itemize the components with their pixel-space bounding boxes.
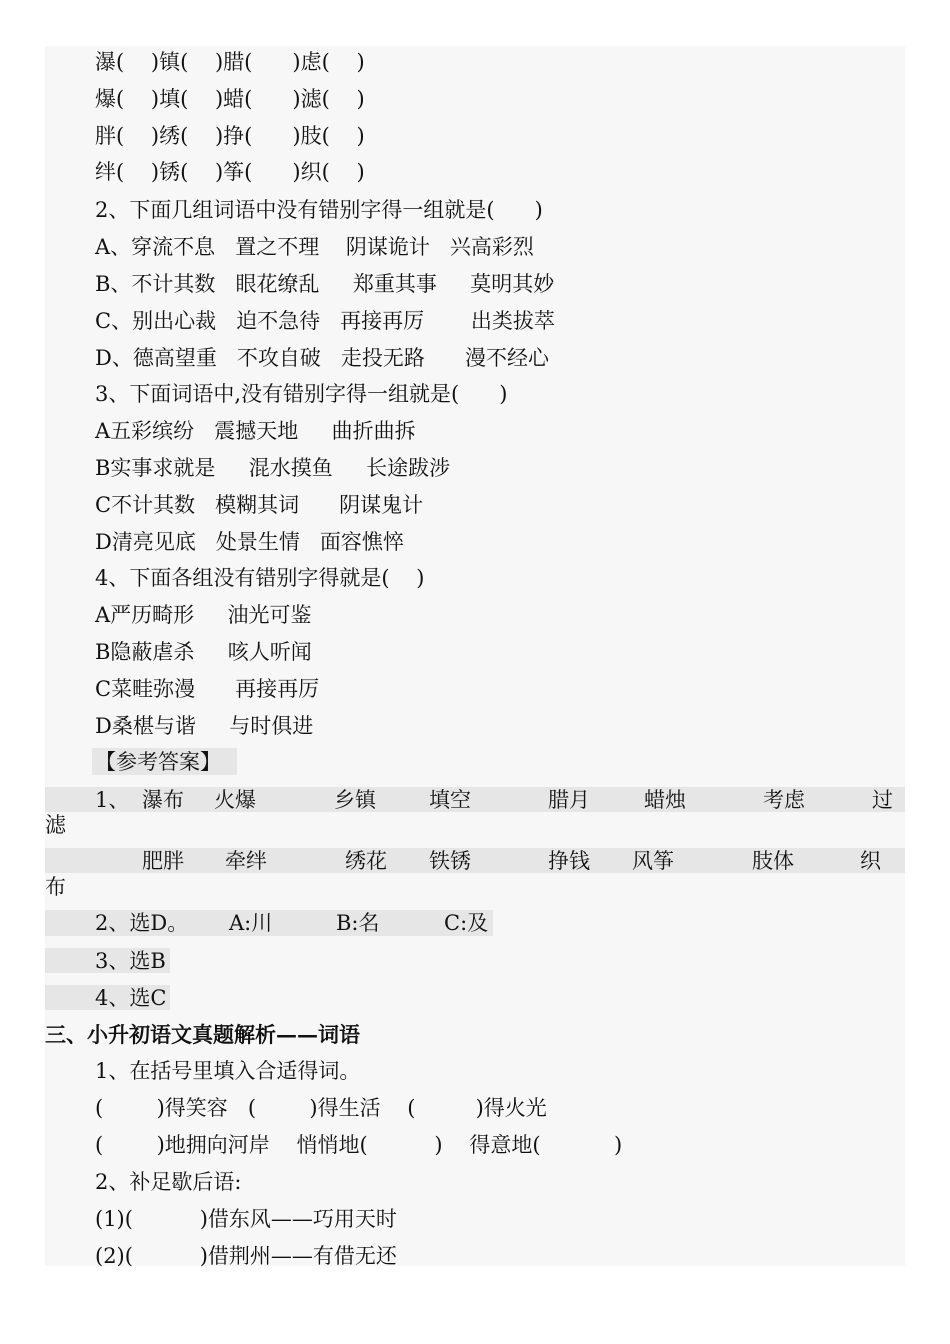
answer-word: 绣花 xyxy=(345,849,387,873)
option-a: A、穿流不息 置之不理 阴谋诡计 兴高彩烈 xyxy=(95,235,534,259)
answer-title: 【参考答案】 xyxy=(95,750,221,774)
answer-word: 填空 xyxy=(429,788,471,812)
answer-word: 挣钱 xyxy=(548,849,590,873)
question-2: 2、下面几组词语中没有错别字得一组就是( ) xyxy=(95,198,543,222)
answer-word: 肢体 xyxy=(752,849,794,873)
answer-word: 过 xyxy=(872,788,893,812)
answer-word: 乡镇 xyxy=(334,788,376,812)
answer-word: 考虑 xyxy=(763,788,805,812)
answer-3: 3、选B xyxy=(95,949,166,973)
char-row: 绊( )锈( )筝( )织( ) xyxy=(95,160,365,184)
fill-row: ( )地拥向河岸 悄悄地( ) 得意地( ) xyxy=(95,1133,623,1157)
char-row: 爆( )填( )蜡( )滤( ) xyxy=(95,87,365,111)
option-c: C不计其数 模糊其词 阴谋鬼计 xyxy=(95,493,424,517)
option-c: C、别出心裁 迫不急待 再接再厉 出类拔萃 xyxy=(95,309,555,333)
option-d: D清亮见底 处景生情 面容憔悴 xyxy=(95,530,404,554)
answer-word: 风筝 xyxy=(632,849,674,873)
section-question-2: 2、补足歇后语: xyxy=(95,1170,242,1194)
fill-row: ( )得笑容 ( )得生活 ( )得火光 xyxy=(95,1096,547,1120)
option-b: B隐蔽虐杀 咳人听闻 xyxy=(95,640,312,664)
answer-word: 肥胖 xyxy=(142,849,184,873)
option-c: C菜畦弥漫 再接再厉 xyxy=(95,677,320,701)
answer-word: 牵绊 xyxy=(225,849,267,873)
answer-word: 瀑布 xyxy=(142,788,184,812)
answer-wrap: 布 xyxy=(45,875,66,899)
answer-2-b: B:名 xyxy=(336,911,380,935)
char-row: 瀑( )镇( )腊( )虑( ) xyxy=(95,50,365,74)
answer-wrap: 滤 xyxy=(45,813,66,837)
question-4: 4、下面各组没有错别字得就是( ) xyxy=(95,566,425,590)
idiom-item: (2)( )借荆州——有借无还 xyxy=(95,1244,397,1268)
answer-word: 织 xyxy=(860,849,881,873)
question-3: 3、下面词语中,没有错别字得一组就是( ) xyxy=(95,382,508,406)
option-a: A五彩缤纷 震撼天地 曲折曲拆 xyxy=(95,419,416,443)
option-b: B、不计其数 眼花缭乱 郑重其事 莫明其妙 xyxy=(95,272,555,296)
section-question-1: 1、在括号里填入合适得词。 xyxy=(95,1059,361,1083)
answer-4: 4、选C xyxy=(95,986,167,1010)
answer-2-a: A:川 xyxy=(229,911,273,935)
option-b: B实事求就是 混水摸鱼 长途跋涉 xyxy=(95,456,451,480)
answer-word: 铁锈 xyxy=(429,849,471,873)
char-row: 胖( )绣( )挣( )肢( ) xyxy=(95,124,365,148)
answer-2: 2、选D。 xyxy=(95,911,189,935)
option-d: D桑椹与谐 与时俱进 xyxy=(95,714,314,738)
idiom-item: (1)( )借东风——巧用天时 xyxy=(95,1207,397,1231)
option-d: D、德高望重 不攻自破 走投无路 漫不经心 xyxy=(95,346,549,370)
answer-word: 蜡烛 xyxy=(644,788,686,812)
section-title: 三、小升初语文真题解析——词语 xyxy=(45,1022,360,1047)
answer-2-c: C:及 xyxy=(444,911,489,935)
answer-word: 腊月 xyxy=(548,788,590,812)
answer-word: 火爆 xyxy=(214,788,256,812)
answer-1-num: 1、 xyxy=(95,788,130,812)
option-a: A严历畸形 油光可鉴 xyxy=(95,603,312,627)
